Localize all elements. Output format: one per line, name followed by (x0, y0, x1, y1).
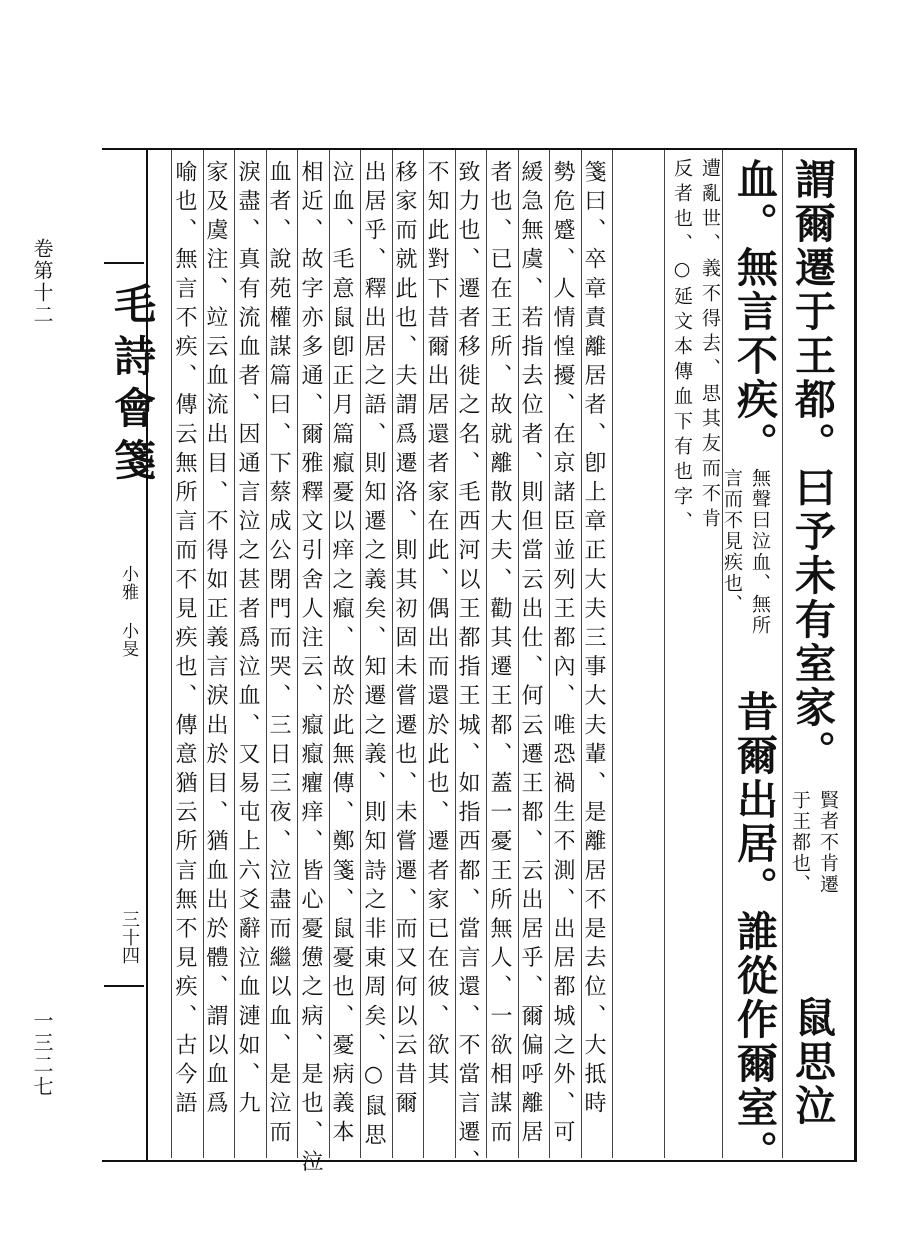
main-text-column-2: 鼠思泣 (788, 996, 836, 1128)
column-rule (549, 150, 550, 1158)
commentary-column-13: 家及虞注、竝云血流出目、不得如正義言淚出於目、猶血出於體、謂以血爲 (203, 160, 228, 1121)
column-rule (392, 150, 393, 1158)
main-text-column-3a: 血。無言不疾。 (730, 158, 778, 466)
banxin-top-mark (104, 262, 144, 264)
column-rule (171, 150, 172, 1158)
commentary-column-7: 移家而就此也、夫謂爲遷洛、則其初固未嘗遷也、未嘗遷、而又何以云昔爾 (392, 160, 417, 1121)
page-number: 一三二七 (30, 1010, 54, 1098)
column-rule (455, 150, 456, 1158)
section-label: 小雅 小旻 (118, 565, 138, 658)
book-title: 毛詩會箋 (108, 282, 157, 490)
column-rule (360, 150, 361, 1158)
main-text-column-1: 謂爾遷于王都。曰予未有室家。 (788, 158, 836, 774)
column-rule (486, 150, 487, 1158)
column-rule (612, 150, 613, 1158)
column-rule (234, 150, 235, 1158)
note-column-4b: 反者也、○延文本傳血下有也字、 (671, 158, 693, 536)
commentary-column-9: 泣血、毛意鼠卽正月篇癙憂以痒之癙、故於此無傳、鄭箋、鼠憂也、憂病義本 (329, 160, 354, 1150)
commentary-column-1: 箋曰、卒章責離居者、卽上章正大夫三事大夫輩、是離居不是去位、大抵時 (581, 160, 606, 1121)
note-column-3b: 言而不見疾也、 (721, 468, 743, 615)
commentary-column-4: 者也、已在王所、故就離散大夫、勸其遷王都、蓋一憂王所無人、一欲相謀而 (487, 160, 512, 1150)
commentary-column-8: 出居乎、釋出居之語、則知遷之義矣、知遷之義、則知詩之非東周矣、○鼠思 (361, 160, 386, 1153)
commentary-column-2: 勢危蹙、人情惶擾、在京諸臣並列王都內、唯恐禍生不測、出居都城之外、可 (550, 160, 575, 1150)
column-rule (518, 150, 519, 1158)
column-rule (266, 150, 267, 1158)
note-column-3a: 無聲曰泣血、無所 (749, 468, 771, 636)
commentary-column-12: 淚盡、真有流血者、因通言泣之甚者爲泣血、又易屯上六爻辭泣血漣如、九 (235, 160, 260, 1121)
column-rule (423, 150, 424, 1158)
column-rule (297, 150, 298, 1158)
leaf-number: 三十四 (119, 910, 140, 964)
note-column-2a: 賢者不肯遷 (817, 790, 839, 895)
column-rule (664, 150, 665, 1158)
column-rule (329, 150, 330, 1158)
note-column-4a: 遭亂世、義不得去、思其友而不肯 (699, 158, 721, 533)
column-rule (203, 150, 204, 1158)
column-rule (722, 150, 723, 1158)
column-rule (782, 150, 783, 1158)
main-text-column-3b: 昔爾出居。誰從作爾室。 (730, 690, 778, 1174)
commentary-column-10: 相近、故字亦多通、爾雅釋文引舍人注云、癙癙癯痒、皆心憂憊之病、是也、泣 (298, 160, 323, 1179)
commentary-column-5: 致力也、遷者移徙之名、毛西河以王都指王城、如指西都、當言還、不當言遷、 (455, 160, 480, 1179)
commentary-column-3: 緩急無虞、若指去位者、則但當云出仕、何云遷王都、云出居乎、爾偏呼離居 (518, 160, 543, 1150)
commentary-column-6: 不知此對下昔爾出居還者家在此、偶出而還於此也、遷者家已在彼、欲其 (424, 160, 449, 1092)
note-column-2b: 于王都也、 (789, 790, 811, 895)
banxin-bottom-mark (104, 985, 144, 987)
commentary-column-14: 喻也、無言不疾、傳云無所言而不見疾也、傳意猶云所言無不見疾、古今語 (172, 160, 197, 1121)
column-rule (581, 150, 582, 1158)
volume-label: 卷第十二 (30, 238, 54, 326)
commentary-column-11: 血者、說苑權謀篇曰、下蔡成公閉門而哭、三日三夜、泣盡而繼以血、是泣而 (266, 160, 291, 1150)
